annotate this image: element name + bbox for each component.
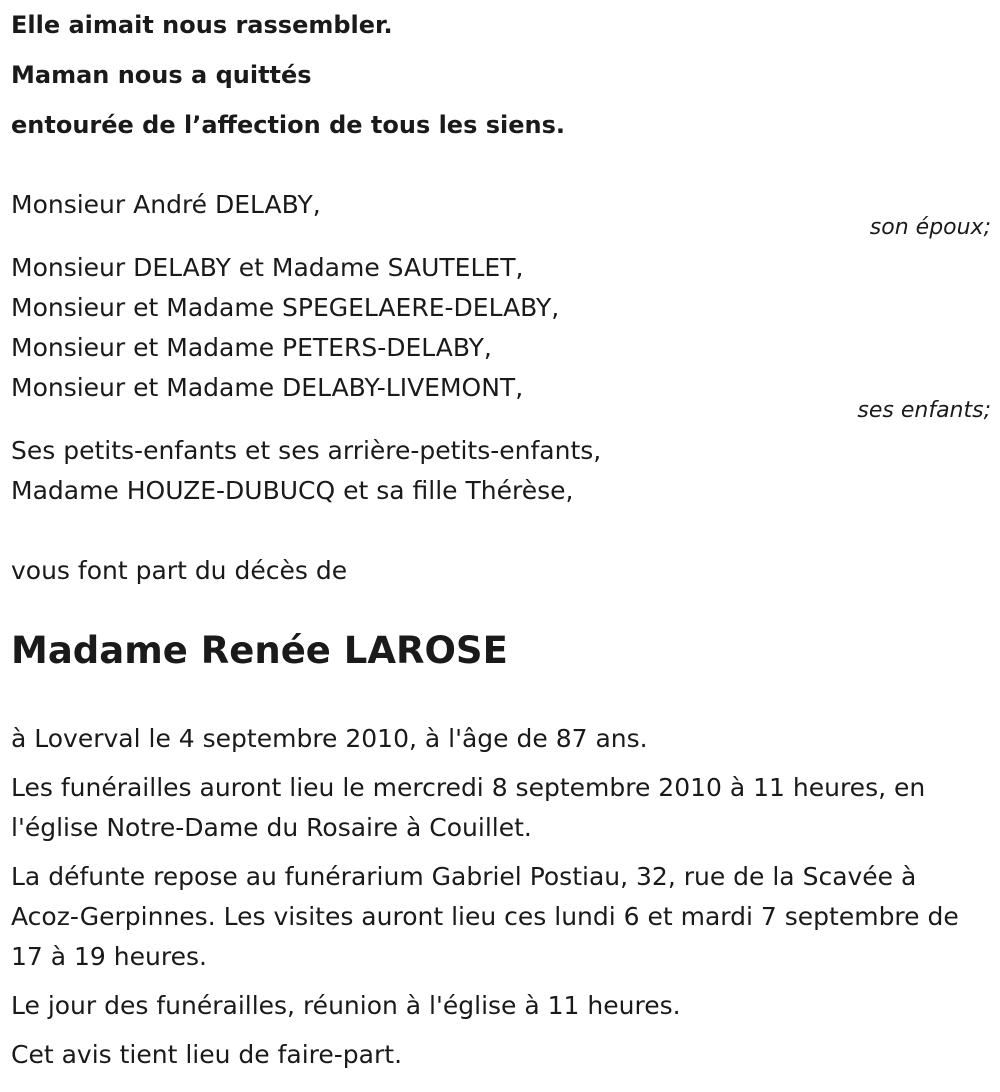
detail-paragraph: Le jour des funérailles, réunion à l'église à 11 heures. (11, 991, 681, 1020)
child-name: Monsieur DELABY et Madame SAUTELET, (11, 253, 524, 282)
other-relatives (11, 431, 601, 511)
detail-paragraph: Les funérailles auront lieu le mercredi 8 septembre 2010 à 11 heures, en l'église Notre-Dame du Rosaire à Couillet. (11, 773, 926, 842)
detail-paragraph: Cet avis tient lieu de faire-part. (11, 1040, 403, 1069)
child-name: Monsieur et Madame SPEGELAERE-DELABY, (11, 293, 560, 322)
detail-paragraph: La défunte repose au funérarium Gabriel Postiau, 32, rue de la Scavée à Acoz-Gerpinnes. Les visites auront lieu ces lundi 6 et mardi 7 septembre de 17 à 19 heures. (11, 862, 959, 971)
announcement: vous font part du décès de (11, 556, 348, 585)
intro-line: Maman nous a quittés (11, 61, 312, 89)
intro-block (11, 0, 565, 150)
intro-line: entourée de l’affection de tous les siens. (11, 111, 566, 139)
child-name: Monsieur et Madame PETERS-DELABY, (11, 333, 492, 362)
spouse-name: Monsieur André DELABY, (11, 190, 321, 219)
intro-line: Elle aimait nous rassembler. (11, 11, 393, 39)
children-list (11, 248, 559, 408)
detail-paragraph: à Loverval le 4 septembre 2010, à l'âge de 87 ans. (11, 724, 648, 753)
children-role: ses enfants; (857, 398, 991, 423)
child-name: Monsieur et Madame DELABY-LIVEMONT, (11, 373, 524, 402)
deceased-name: Madame Renée LAROSE (11, 629, 508, 672)
relative-line: Madame HOUZE-DUBUCQ et sa fille Thérèse, (11, 476, 574, 505)
details-block (11, 719, 986, 1075)
relative-line: Ses petits-enfants et ses arrière-petits-enfants, (11, 436, 602, 465)
spouse-role: son époux; (869, 215, 991, 240)
